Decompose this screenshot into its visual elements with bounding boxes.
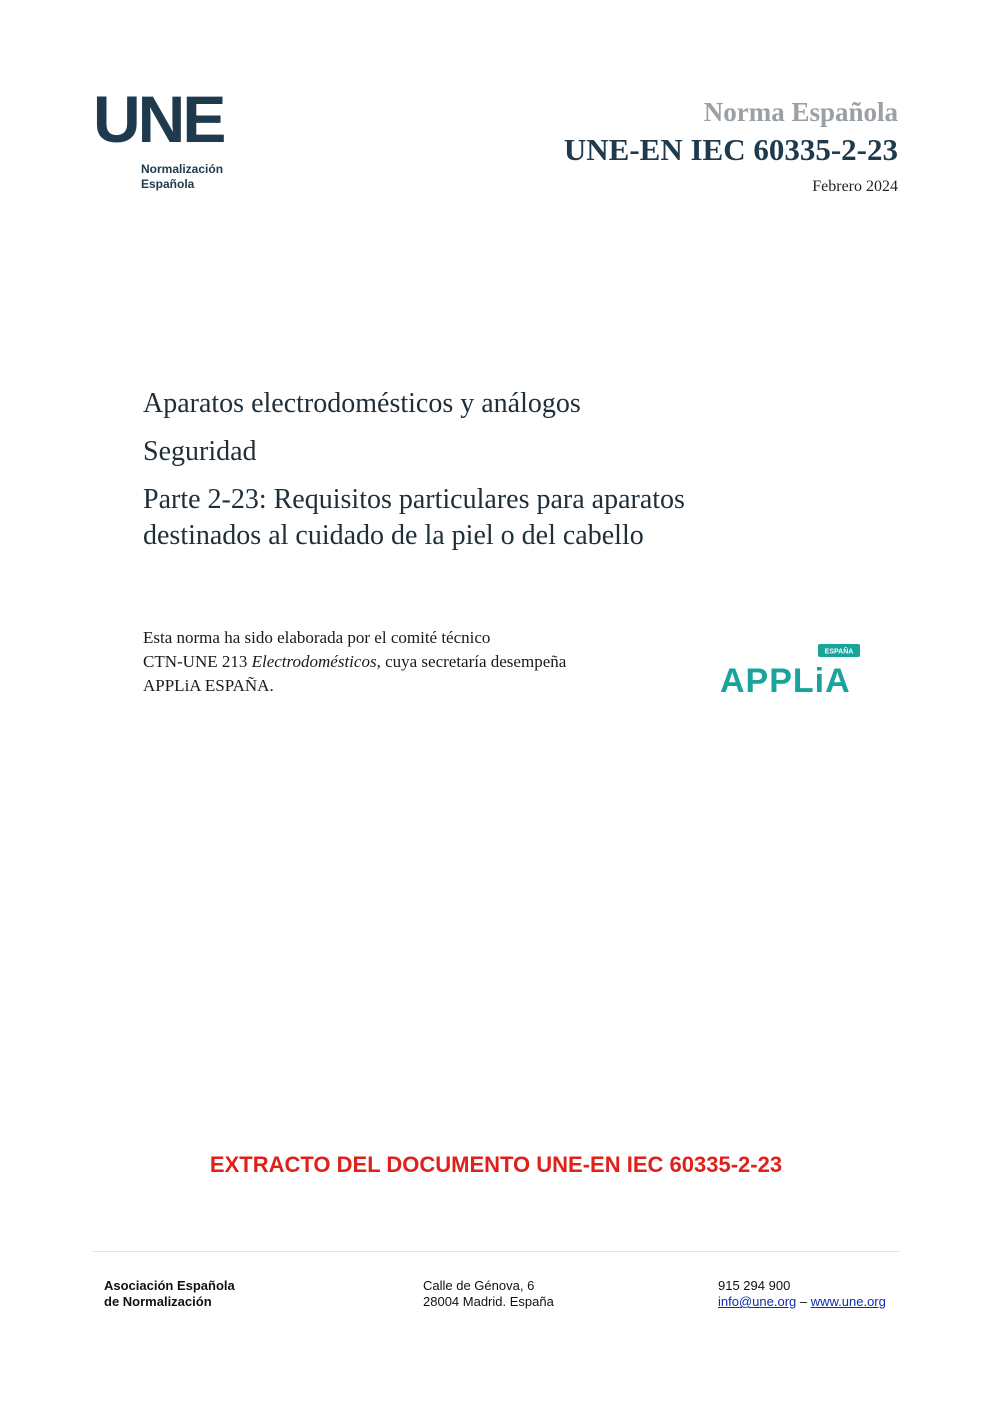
contact-separator: – [796, 1294, 811, 1309]
title-part [143, 482, 843, 554]
une-logo-text: UNE [93, 88, 224, 148]
website-link[interactable]: www.une.org [810, 1294, 886, 1309]
committee-statement [143, 626, 683, 698]
norma-code: UNE-EN IEC 60335-2-23 [563, 132, 898, 167]
document-titles [143, 386, 843, 566]
committee-code: CTN-UNE 213 [143, 652, 252, 671]
committee-line-3: APPLiA ESPAÑA. [143, 676, 274, 695]
email-link[interactable]: info@une.org [718, 1294, 797, 1309]
title-part-line-1: Parte 2-23: Requisitos particulares para aparatos [143, 484, 685, 515]
phone-number: 915 294 900 [718, 1278, 791, 1293]
footer-address [423, 1278, 554, 1310]
une-logo-mark [93, 88, 228, 148]
committee-line-2-suffix: , cuya secretaría desempeña [376, 652, 567, 671]
applia-logo-text: APPLiA [720, 662, 851, 695]
applia-logo [720, 643, 862, 700]
committee-line-2 [143, 650, 683, 674]
contact-links [718, 1294, 886, 1310]
une-logo-subtitle-2: Española [141, 177, 195, 191]
applia-badge-text: ESPAÑA [824, 648, 854, 656]
title-part-line-2: destinados al cuidado de la piel o del cabello [143, 520, 644, 551]
org-line-2: de Normalización [104, 1294, 212, 1309]
title-subject: Seguridad [143, 436, 257, 467]
footer-divider [93, 1251, 899, 1252]
publication-date: Febrero 2024 [812, 178, 898, 195]
une-logo-subtitle-1: Normalización [141, 162, 224, 176]
extract-notice: EXTRACTO DEL DOCUMENTO UNE-EN IEC 60335-2-23 [209, 1152, 783, 1177]
une-logo [93, 88, 233, 198]
title-main: Aparatos electrodomésticos y análogos [143, 388, 581, 419]
address-line-1: Calle de Génova, 6 [423, 1278, 535, 1293]
footer-organization [104, 1278, 235, 1310]
footer-contact [718, 1278, 886, 1310]
document-header [564, 96, 898, 196]
committee-name: Electrodomésticos [251, 652, 377, 671]
org-line-1: Asociación Española [104, 1278, 235, 1293]
applia-logo-mark [720, 643, 862, 695]
committee-line-1: Esta norma ha sido elaborada por el comité técnico [143, 628, 491, 647]
norma-label: Norma Española [703, 97, 898, 127]
address-line-2: 28004 Madrid. España [423, 1294, 554, 1309]
